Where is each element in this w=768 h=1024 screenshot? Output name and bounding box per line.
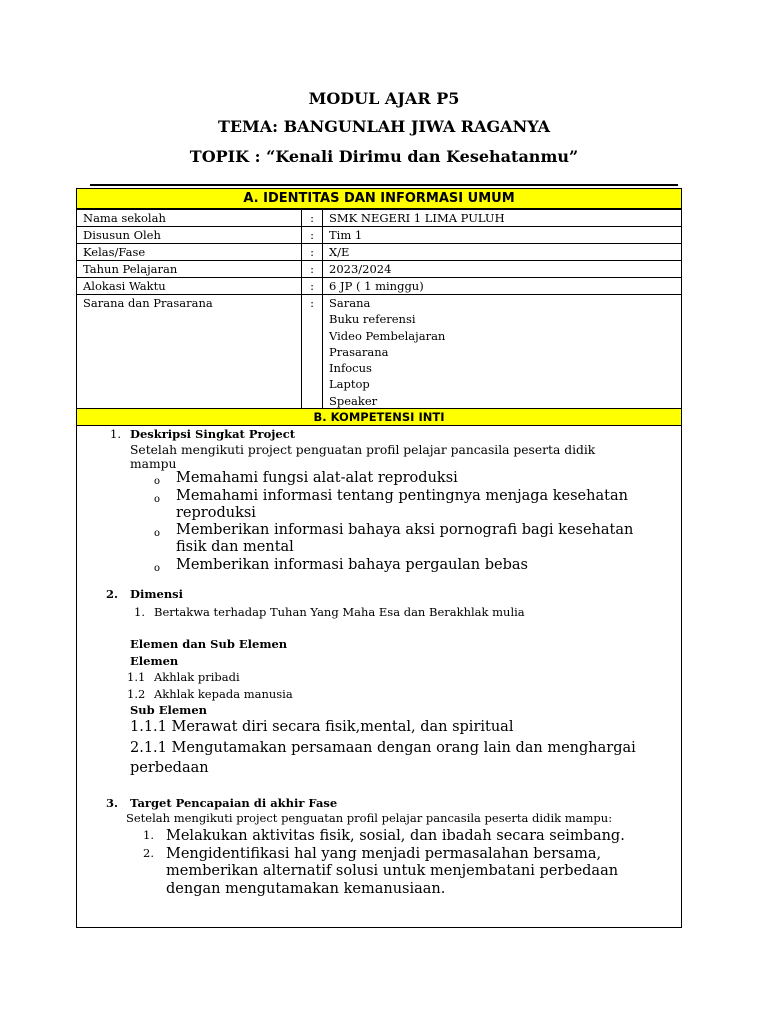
bullet-text: Memberikan informasi bahaya pergaulan bebas xyxy=(176,557,528,573)
tema-heading: TEMA: BANGUNLAH JIWA RAGANYA xyxy=(217,117,551,136)
bullet-text: reproduksi xyxy=(176,505,256,521)
target-text: memberikan alternatif solusi untuk menjembatani perbedaan xyxy=(166,863,619,879)
table-row xyxy=(77,227,682,244)
row-separator: : xyxy=(302,295,323,410)
target-number: 2. xyxy=(143,846,154,860)
section-b-heading: B. KOMPETENSI INTI xyxy=(76,408,682,426)
section-title: Target Pencapaian di akhir Fase xyxy=(130,796,338,810)
row-separator: : xyxy=(302,261,323,278)
target-number: 1. xyxy=(143,828,154,842)
table-row xyxy=(77,261,682,278)
row-value: 6 JP ( 1 minggu) xyxy=(323,278,682,295)
target-text: dengan mengutamakan kemanusiaan. xyxy=(166,881,446,897)
row-label: Disusun Oleh xyxy=(77,227,302,244)
list-item: Laptop xyxy=(329,377,370,392)
list-item: Infocus xyxy=(329,361,372,376)
row-separator: : xyxy=(302,244,323,261)
list-item: Speaker xyxy=(329,393,378,408)
bullet-text: fisik dan mental xyxy=(176,539,294,555)
section-a-heading: A. IDENTITAS DAN INFORMASI UMUM xyxy=(76,188,682,209)
table-row xyxy=(77,244,682,261)
paragraph-line: Setelah mengikuti project penguatan profil pelajar pancasila peserta didik mampu: xyxy=(126,811,613,825)
row-value: X/E xyxy=(323,244,682,261)
dimension-text: Bertakwa terhadap Tuhan Yang Maha Esa dan Berakhlak mulia xyxy=(154,605,525,619)
bullet-text: Memahami informasi tentang pentingnya menjaga kesehatan xyxy=(176,488,628,504)
sub-elemen-text: perbedaan xyxy=(130,760,209,776)
elemen-text: Akhlak pribadi xyxy=(154,670,240,684)
list-item: Video Pembelajaran xyxy=(329,328,446,343)
sarana-list xyxy=(323,295,682,410)
table-row xyxy=(77,278,682,295)
sub-elemen-text: 2.1.1 Mengutamakan persamaan dengan orang lain dan menghargai xyxy=(130,740,636,756)
row-separator: : xyxy=(302,210,323,227)
row-label: Kelas/Fase xyxy=(77,244,302,261)
row-separator: : xyxy=(302,278,323,295)
row-separator: : xyxy=(302,227,323,244)
row-value: 2023/2024 xyxy=(323,261,682,278)
list-item: Buku referensi xyxy=(329,312,416,327)
row-value: SMK NEGERI 1 LIMA PULUH xyxy=(323,210,682,227)
target-text: Melakukan aktivitas fisik, sosial, dan ibadah secara seimbang. xyxy=(166,828,625,844)
dimension-number: 1. xyxy=(134,605,145,619)
target-text: Mengidentifikasi hal yang menjadi permasalahan bersama, xyxy=(166,846,602,862)
list-item: Prasarana xyxy=(329,344,389,359)
section-number: 3. xyxy=(106,796,119,810)
table-row xyxy=(77,210,682,227)
elemen-title: Elemen dan Sub Elemen xyxy=(130,637,288,651)
section-title: Dimensi xyxy=(130,587,184,601)
bullet-text: Memahami fungsi alat-alat reproduksi xyxy=(176,470,458,486)
elemen-text: Akhlak kepada manusia xyxy=(154,687,293,701)
bullet-marker: o xyxy=(154,476,161,487)
paragraph-line: mampu xyxy=(130,457,177,471)
row-label: Sarana dan Prasarana xyxy=(77,295,302,410)
topik-heading: TOPIK : “Kenali Dirimu dan Kesehatanmu” xyxy=(189,147,579,166)
section-number: 2. xyxy=(106,587,119,601)
bullet-marker: o xyxy=(154,563,161,574)
row-label: Tahun Pelajaran xyxy=(77,261,302,278)
paragraph-line: Setelah mengikuti project penguatan profil pelajar pancasila peserta didik xyxy=(130,443,596,457)
document-header xyxy=(0,86,768,172)
elemen-label: Elemen xyxy=(130,654,179,668)
sub-elemen-text: 1.1.1 Merawat diri secara fisik,mental, dan spiritual xyxy=(130,719,514,735)
row-value: Tim 1 xyxy=(323,227,682,244)
elemen-number: 1.1 xyxy=(127,670,146,684)
header-divider xyxy=(90,184,678,186)
document-title: MODUL AJAR P5 xyxy=(308,89,460,108)
elemen-number: 1.2 xyxy=(127,687,146,701)
list-item: Sarana xyxy=(329,296,371,310)
row-label: Nama sekolah xyxy=(77,210,302,227)
bullet-text: Memberikan informasi bahaya aksi pornografi bagi kesehatan xyxy=(176,522,634,538)
section-number: 1. xyxy=(110,427,121,441)
table-row-sarana xyxy=(77,295,682,410)
identity-table xyxy=(76,209,682,410)
sub-elemen-label: Sub Elemen xyxy=(130,703,208,717)
row-label: Alokasi Waktu xyxy=(77,278,302,295)
bullet-marker: o xyxy=(154,494,161,505)
section-title: Deskripsi Singkat Project xyxy=(130,427,296,441)
bullet-marker: o xyxy=(154,528,161,539)
